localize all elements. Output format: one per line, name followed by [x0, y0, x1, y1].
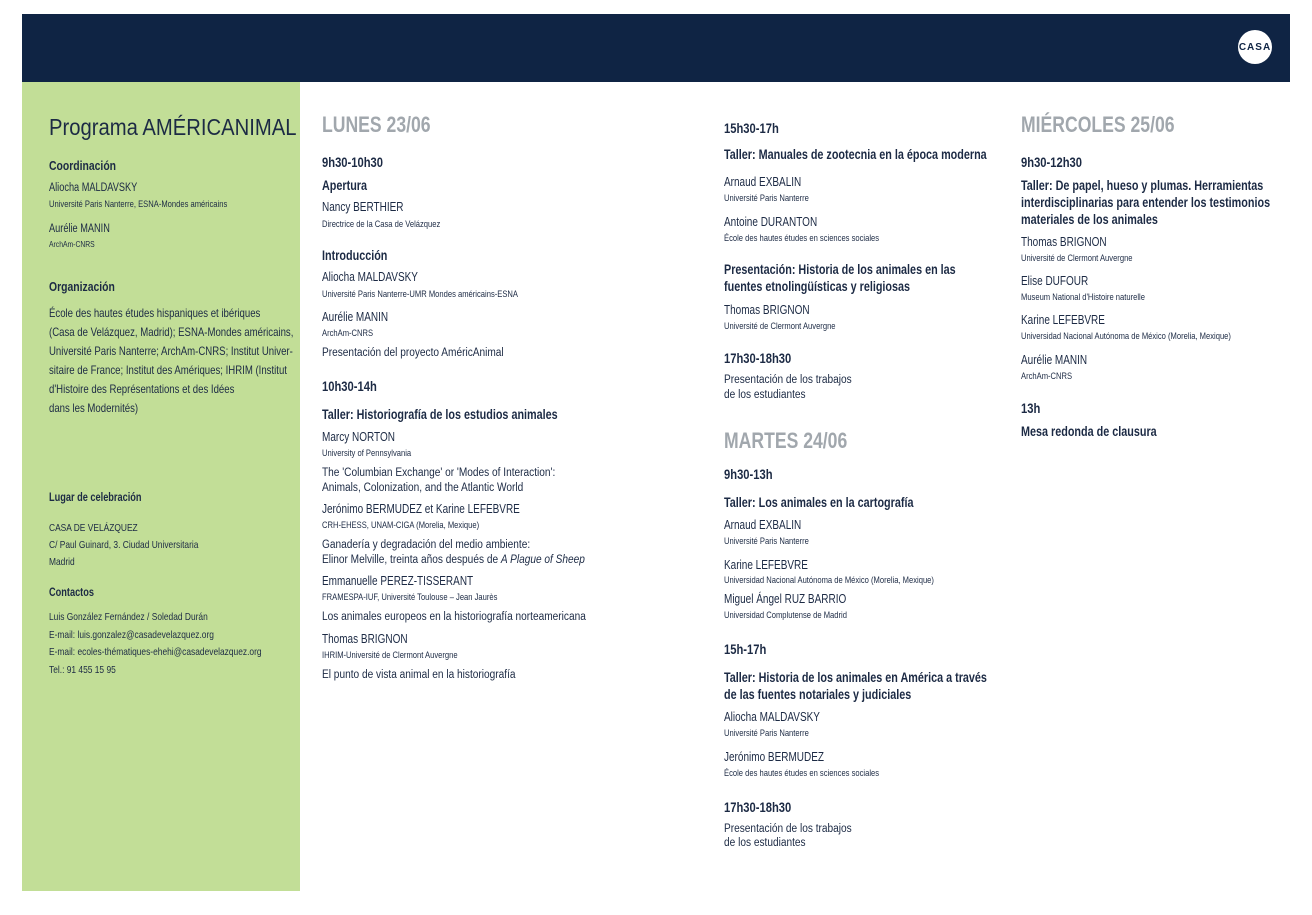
session-title: Presentación: Historia de los animales en las fuentes etnolingüísticas y religiosas — [724, 262, 956, 294]
time-slot: 17h30-18h30 — [724, 350, 792, 366]
time-slot: 9h30-10h30 — [322, 154, 384, 170]
speaker-name: Miguel Ángel RUZ BARRIO — [724, 592, 847, 606]
speaker-name: Aurélie MANIN — [1021, 353, 1088, 367]
talk-description: The 'Columbian Exchange' or 'Modes of Interaction': Animals, Colonization, and the Atlantic World — [322, 467, 556, 494]
speaker-inst: Université Paris Nanterre — [724, 193, 809, 204]
speaker-inst: ArchAm-CNRS — [322, 328, 374, 339]
time-slot: 10h30-14h — [322, 378, 377, 394]
session-title: Apertura — [322, 178, 368, 193]
sidebar — [22, 82, 300, 891]
time-slot: 13h — [1021, 400, 1041, 416]
day-heading: LUNES 23/06 — [322, 112, 431, 137]
speaker-inst: Universidad Nacional Autónoma de México (Morelia, Mexique) — [724, 575, 934, 586]
session-title: Taller: Los animales en la cartografía — [724, 495, 914, 510]
speaker-name: Thomas BRIGNON — [322, 632, 408, 646]
speaker-inst: FRAMESPA-IUF, Université Toulouse – Jean Jaurès — [322, 592, 498, 603]
coord-name: Aurélie MANIN — [49, 223, 110, 235]
speaker-inst: École des hautes études en sciences sociales — [724, 768, 880, 779]
speaker-inst: University of Pennsylvania — [322, 448, 412, 459]
session-title: Taller: Historia de los animales en América a través de las fuentes notariales y judiciales — [724, 670, 987, 702]
speaker-inst: École des hautes études en sciences sociales — [724, 233, 880, 244]
speaker-inst: Université Paris Nanterre — [724, 728, 809, 739]
program-title: Programa AMÉRICANIMAL — [49, 114, 297, 140]
session-title: Taller: Historiografía de los estudios animales — [322, 407, 558, 422]
organizacion-heading: Organización — [49, 279, 115, 294]
time-slot: 9h30-13h — [724, 466, 773, 482]
speaker-name: Aliocha MALDAVSKY — [322, 270, 418, 284]
lugar-text: CASA DE VELÁZQUEZ C/ Paul Guinard, 3. Ciudad Universitaria Madrid — [49, 522, 199, 568]
speaker-name: Karine LEFEBVRE — [724, 558, 808, 572]
time-slot: 17h30-18h30 — [724, 799, 792, 815]
speaker-inst: CRH-EHESS, UNAM-CIGA (Morelia, Mexique) — [322, 520, 480, 531]
speaker-name: Marcy NORTON — [322, 430, 395, 444]
speaker-name: Jerónimo BERMUDEZ et Karine LEFEBVRE — [322, 502, 520, 516]
speaker-name: Aurélie MANIN — [322, 310, 389, 324]
organizacion-text: École des hautes études hispaniques et ibériques (Casa de Velázquez, Madrid); ESNA-Mondes américains, Université Paris Nanterre; ArchAm-CNRS; Institut Univer- sitaire de France; Institut des Amériques; IHRIM (Institut d'Histoire des Représentations et des Idées dans les Modernités) — [49, 306, 294, 415]
talk-description: Ganadería y degradación del medio ambiente: Elinor Melville, treinta años después de A Plague of Sheep — [322, 539, 585, 566]
lugar-heading: Lugar de celebración — [49, 492, 142, 504]
talk-description: Los animales europeos en la historiografía norteamericana — [322, 611, 586, 623]
session-title: Mesa redonda de clausura — [1021, 424, 1157, 439]
speaker-inst: Universidad Nacional Autónoma de México (Morelia, Mexique) — [1021, 331, 1231, 342]
talk-description: Presentación del proyecto AméricAnimal — [322, 347, 504, 359]
session-title: Taller: Manuales de zootecnia en la época moderna — [724, 147, 987, 162]
coord-name: Aliocha MALDAVSKY — [49, 182, 138, 194]
coord-inst: ArchAm-CNRS — [49, 239, 95, 249]
speaker-inst: Université Paris Nanterre — [724, 536, 809, 547]
email-link[interactable]: E-mail: luis.gonzalez@casadevelazquez.org — [49, 628, 214, 641]
email-link[interactable]: E-mail: ecoles-thématiques-ehehi@casadevelazquez.org — [49, 646, 262, 658]
header-bar — [22, 14, 1290, 82]
speaker-name: Nancy BERTHIER — [322, 200, 404, 214]
speaker-name: Arnaud EXBALIN — [724, 175, 802, 189]
speaker-inst: Université de Clermont Auvergne — [724, 321, 836, 332]
speaker-name: Karine LEFEBVRE — [1021, 313, 1105, 327]
talk-description: El punto de vista animal en la historiografía — [322, 669, 516, 681]
speaker-name: Thomas BRIGNON — [724, 303, 810, 317]
session-title: Taller: De papel, hueso y plumas. Herramientas interdisciplinarias para entender los testimonios materiales de los animales — [1021, 178, 1271, 227]
logo-text: CASA — [1238, 41, 1272, 53]
day-heading: MARTES 24/06 — [724, 428, 848, 453]
speaker-inst: Directrice de la Casa de Velázquez — [322, 219, 441, 230]
contactos-text: Luis González Fernández / Soledad Durán E-mail: luis.gonzalez@casadevelazquez.org E-mail: ecoles-thématiques-ehehi@casadevelazquez.org Tel.: 91 455 15 95 — [49, 609, 315, 679]
contactos-heading: Contactos — [49, 587, 94, 599]
coord-inst: Université Paris Nanterre, ESNA-Mondes américains — [49, 199, 228, 210]
speaker-name: Emmanuelle PEREZ-TISSERANT — [322, 574, 474, 588]
day-heading: MIÉRCOLES 25/06 — [1021, 112, 1175, 137]
speaker-name: Jerónimo BERMUDEZ — [724, 750, 825, 764]
speaker-name: Elise DUFOUR — [1021, 274, 1089, 288]
speaker-inst: ArchAm-CNRS — [1021, 371, 1073, 382]
speaker-inst: Université Paris Nanterre-UMR Mondes américains-ESNA — [322, 289, 518, 300]
time-slot: 15h30-17h — [724, 120, 779, 136]
session-title: Introducción — [322, 248, 388, 263]
speaker-name: Arnaud EXBALIN — [724, 518, 802, 532]
talk-description: Presentación de los trabajos de los estudiantes — [724, 374, 852, 401]
speaker-inst: Museum National d'Histoire naturelle — [1021, 292, 1145, 303]
time-slot: 9h30-12h30 — [1021, 154, 1083, 170]
speaker-inst: Universidad Complutense de Madrid — [724, 610, 847, 621]
speaker-inst: Université de Clermont Auvergne — [1021, 253, 1133, 264]
talk-description: Presentación de los trabajos de los estudiantes — [724, 823, 852, 849]
speaker-name: Thomas BRIGNON — [1021, 235, 1107, 249]
speaker-name: Antoine DURANTON — [724, 215, 818, 229]
time-slot: 15h-17h — [724, 641, 767, 657]
speaker-inst: IHRIM-Université de Clermont Auvergne — [322, 650, 458, 661]
casa-logo-icon — [1238, 30, 1272, 64]
coordinacion-heading: Coordinación — [49, 158, 117, 173]
speaker-name: Aliocha MALDAVSKY — [724, 710, 820, 724]
